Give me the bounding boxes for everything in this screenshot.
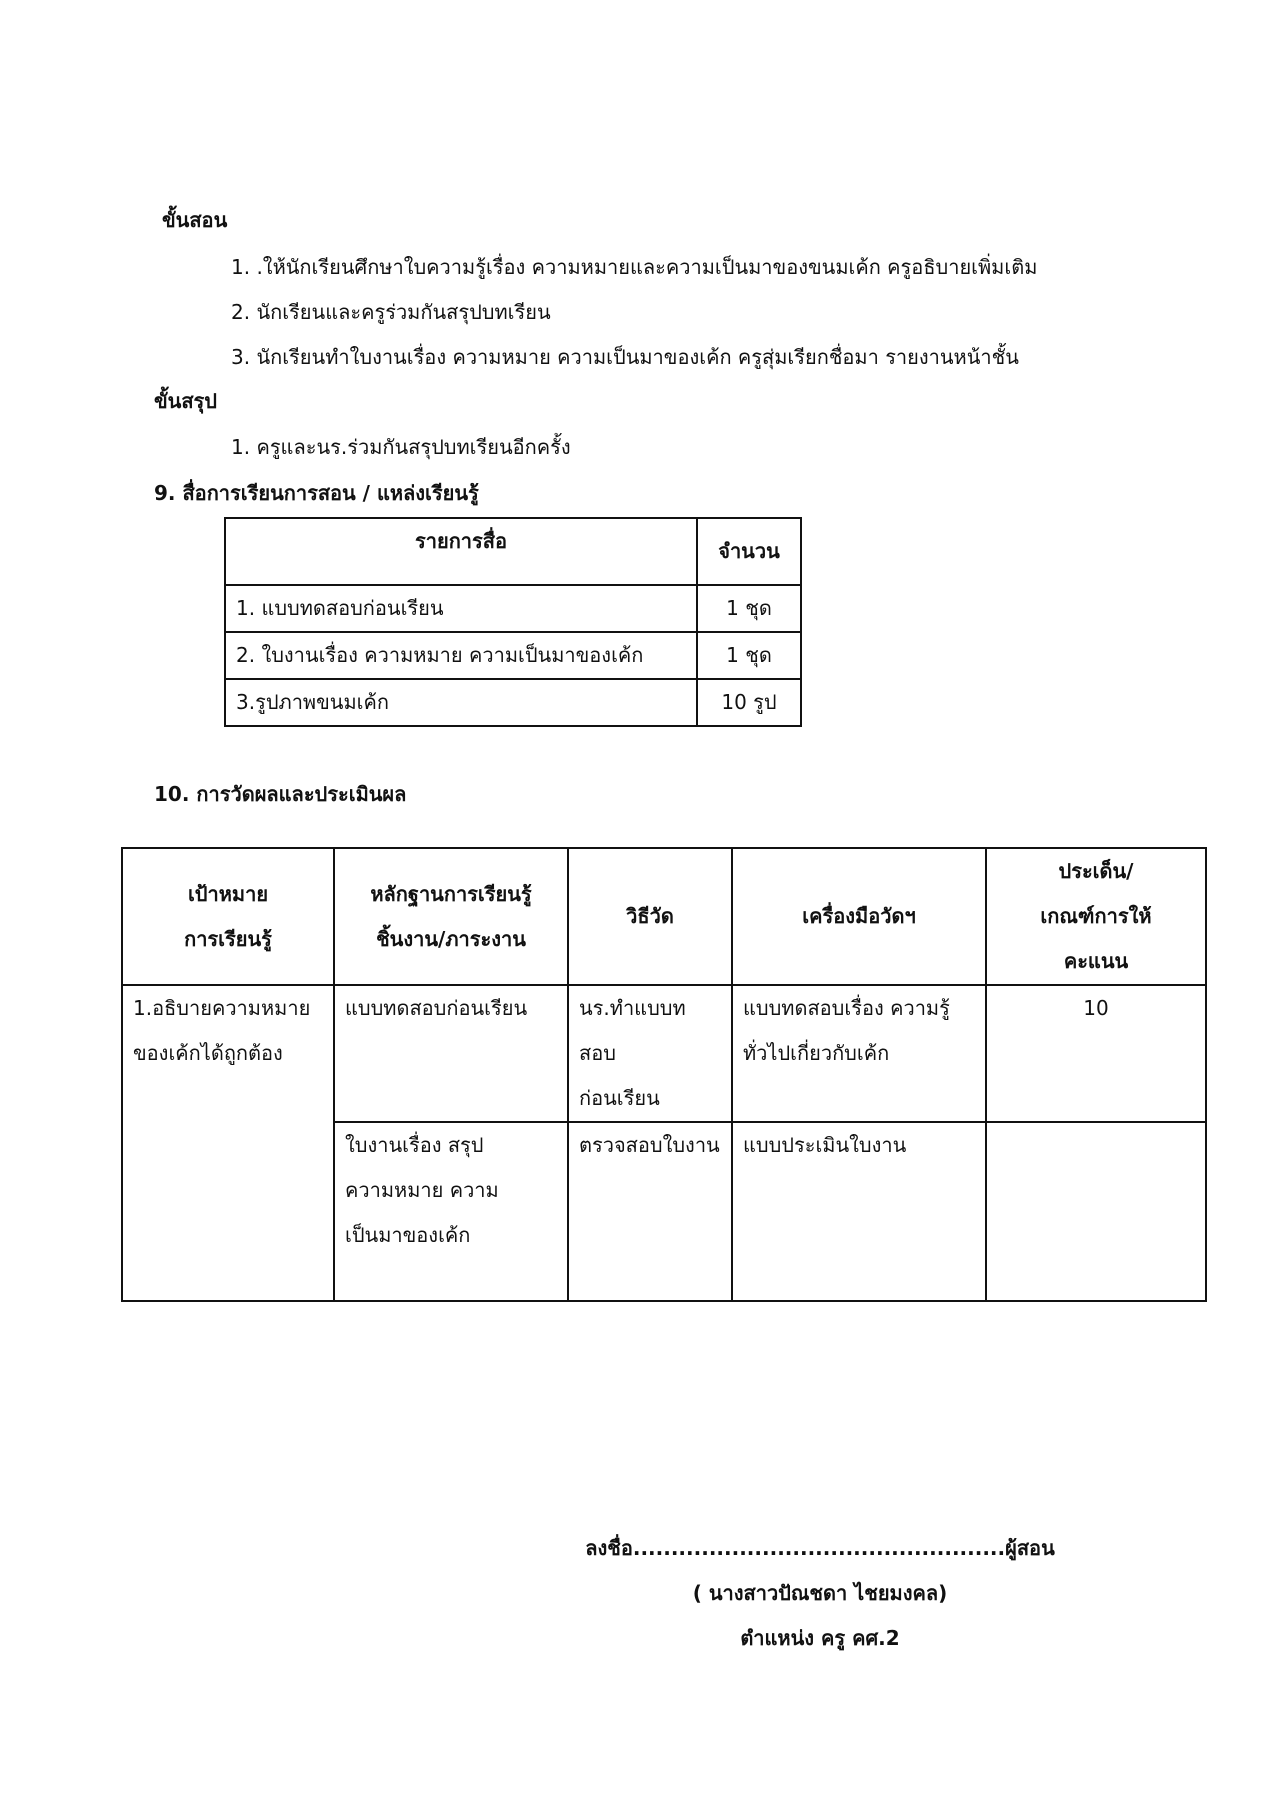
evidence: แบบทดสอบก่อนเรียน [334,985,568,1122]
assessment-header: หลักฐานการเรียนรู้ ชิ้นงาน/ภาระงาน [334,848,568,985]
criteria [986,1122,1206,1301]
tool: แบบทดสอบเรื่อง ความรู้ ทั่วไปเกี่ยวกับเค้ก [732,985,986,1122]
signer-position: ตำแหน่ง ครู คศ.2 [740,1626,900,1650]
assessment-header: เครื่องมือวัดฯ [732,848,986,985]
learning-goal: 1.อธิบายความหมาย ของเค้กได้ถูกต้อง [122,985,334,1301]
teach-item: 1. .ให้นักเรียนศึกษาใบความรู้เรื่อง ความหมายและความเป็นมาของขนมเค้ก ครูอธิบายเพิ่มเติม [231,255,1038,279]
media-qty: 1 ชุด [697,585,801,632]
table-row [225,679,801,726]
summary-item: 1. ครูและนร.ร่วมกันสรุปบทเรียนอีกครั้ง [231,435,571,459]
signer-name: ( นางสาวปัณชดา ไชยมงคล) [692,1581,948,1605]
table-row [225,632,801,679]
media-table [224,517,802,727]
evidence: ใบงานเรื่อง สรุป ความหมาย ความ เป็นมาของเค้ก [334,1122,568,1301]
assessment-header: วิธีวัด [568,848,732,985]
assessment-table [121,847,1207,1302]
teach-heading: ขั้นสอน [162,208,228,232]
method: นร.ทำแบบทสอบ ก่อนเรียน [568,985,732,1122]
criteria: 10 [986,985,1206,1122]
teach-item: 3. นักเรียนทำใบงานเรื่อง ความหมาย ความเป็นมาของเค้ก ครูสุ่มเรียกชื่อมา รายงานหน้าชั้น [231,345,1019,369]
media-item: 2. ใบงานเรื่อง ความหมาย ความเป็นมาของเค้ก [225,632,697,679]
assessment-header: ประเด็น/ เกณฑ์การให้ คะแนน [986,848,1206,985]
media-item: 1. แบบทดสอบก่อนเรียน [225,585,697,632]
media-header: จำนวน [697,518,801,585]
tool: แบบประเมินใบงาน [732,1122,986,1301]
assessment-header: เป้าหมาย การเรียนรู้ [122,848,334,985]
media-qty: 10 รูป [697,679,801,726]
media-header: รายการสื่อ [225,518,697,585]
assessment-heading: 10. การวัดผลและประเมินผล [154,782,407,806]
media-qty: 1 ชุด [697,632,801,679]
media-heading: 9. สื่อการเรียนการสอน / แหล่งเรียนรู้ [154,481,479,505]
signature-line: ลงชื่อ.................................................ผู้สอน [585,1536,1055,1560]
teach-item: 2. นักเรียนและครูร่วมกันสรุปบทเรียน [231,300,551,324]
method: ตรวจสอบใบงาน [568,1122,732,1301]
table-row [225,585,801,632]
media-item: 3.รูปภาพขนมเค้ก [225,679,697,726]
summary-heading: ขั้นสรุป [154,389,217,413]
table-row [122,985,1206,1122]
